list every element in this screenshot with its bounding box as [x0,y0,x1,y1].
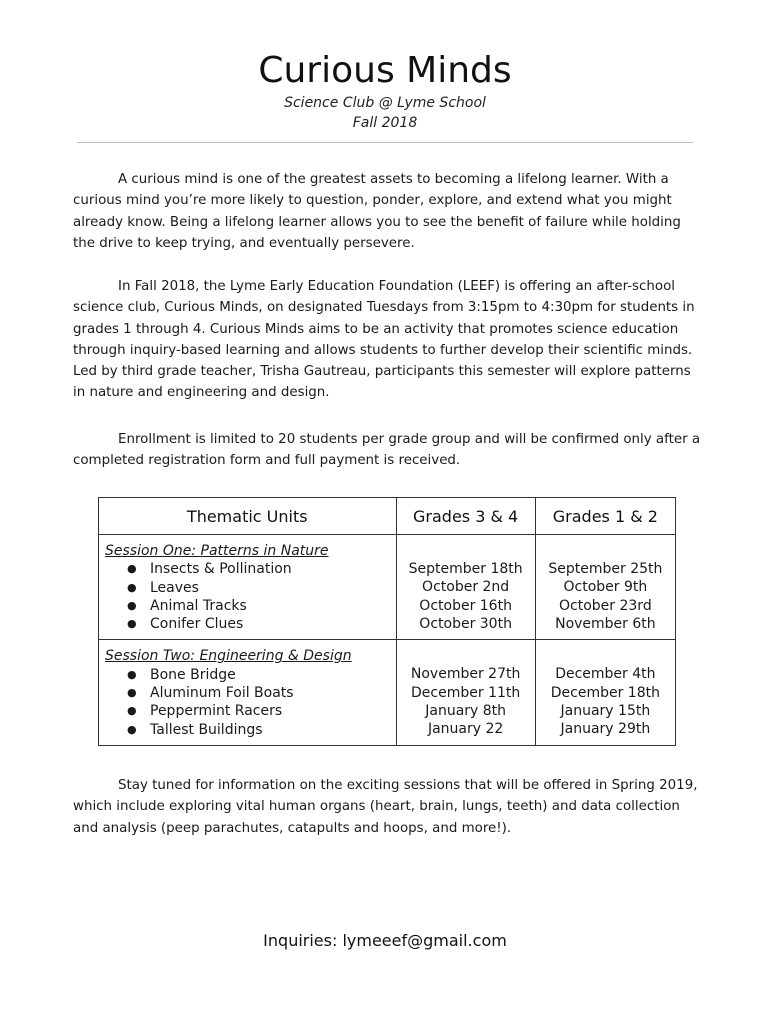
bullet-icon: ● [127,667,137,681]
bullet-icon: ● [127,580,137,594]
date: October 16th [419,597,512,614]
page-term: Fall 2018 [352,115,418,131]
date: November 6th [555,615,656,632]
list-item: ● Leaves [127,579,199,596]
date: December 11th [411,684,521,701]
session-one-grades-1-2-dates [535,535,675,640]
bullet-icon: ● [127,562,137,576]
spring-paragraph-text: Stay tuned for information on the exciting sessions that will be offered in Spring 2019, which include exploring vital human organs (heart, brain, lungs, teeth) and data collection and analysis (peep parachutes, catapults and hoops, and more!). [73,778,698,836]
date: December 4th [555,666,656,683]
date: October 30th [419,615,512,632]
list-item: ● Animal Tracks [127,597,247,614]
session-one-grades-3-4-dates [396,535,535,640]
date: January 22 [427,721,504,738]
intro-paragraph [73,169,703,254]
session-two-cell [99,640,397,745]
page-subtitle: Science Club @ Lyme School [284,95,486,111]
header-grades-1-2: Grades 1 & 2 [535,498,675,535]
date: November 27th [410,666,521,683]
header-grades-3-4: Grades 3 & 4 [396,498,535,535]
header-thematic-units: Thematic Units [99,498,397,535]
spring-paragraph [73,775,703,839]
topic-list [105,666,392,739]
program-paragraph-text: In Fall 2018, the Lyme Early Education Foundation (LEEF) is offering an after-school science club, Curious Minds, on designated Tuesdays from 3:15pm to 4:30pm for students in grades 1 through 4. Curious Minds aims to be an activity that promotes science education through inquiry-based learning and allows students to further develop their scientific minds. Led by third grade teacher, Trisha Gautreau, participants this semester will explore patterns in nature and engineering and design. [73,279,695,401]
session-title: Session Two: Engineering & Design [105,648,352,665]
date: September 25th [548,561,663,577]
inquiries-contact: Inquiries: lymeeef@gmail.com [263,931,507,950]
table-header-row [99,498,676,535]
list-item: ● Conifer Clues [127,616,244,633]
date: January 15th [560,703,651,720]
enrollment-paragraph-text: Enrollment is limited to 20 students per grade group and will be confirmed only after a completed registration form and full payment is received. [73,432,701,469]
list-item: ● Bone Bridge [127,666,236,683]
table-row [99,640,676,745]
bullet-icon: ● [127,722,137,736]
bullet-icon: ● [127,598,137,612]
session-two-grades-1-2-dates [535,640,675,745]
page-title: Curious Minds [258,50,512,91]
list-item: ● Tallest Buildings [127,721,263,738]
date: October 9th [563,579,648,596]
date: October 23rd [559,597,652,614]
date: January 8th [425,703,507,720]
header-divider [77,142,693,143]
list-item: ● Aluminum Foil Boats [127,685,294,702]
program-paragraph [73,276,703,404]
bullet-icon: ● [127,704,137,718]
date: September 18th [408,561,523,577]
session-title: Session One: Patterns in Nature [105,543,329,559]
enrollment-paragraph [73,429,703,472]
intro-paragraph-text: A curious mind is one of the greatest assets to becoming a lifelong learner. With a curious mind you’re more likely to question, ponder, explore, and extend what you might already know. Being a lifelong learner allows you to see the benefit of failure while holding the drive to keep trying, and eventually persevere. [73,172,681,251]
session-one-cell [99,535,397,640]
date: December 18th [550,684,660,701]
date: October 2nd [422,579,510,596]
list-item: ● Peppermint Racers [127,703,283,720]
bullet-icon: ● [127,617,137,631]
schedule-table [98,497,676,746]
list-item: ● Insects & Pollination [127,561,292,578]
session-two-grades-3-4-dates [396,640,535,745]
table-row [99,535,676,640]
bullet-icon: ● [127,686,137,700]
topic-list [105,560,392,633]
date: January 29th [560,721,651,738]
